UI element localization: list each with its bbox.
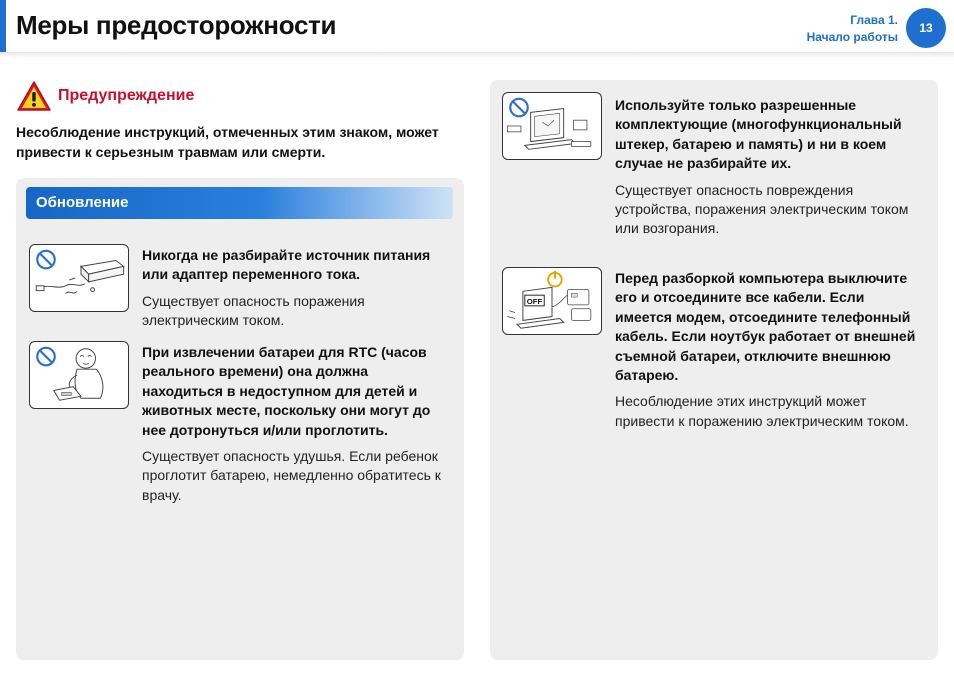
warning-label: Предупреждение — [58, 87, 195, 104]
page-title: Меры предосторожности — [16, 10, 337, 40]
left-item-1-consequence: Существует опасность поражения электрическим током. — [142, 292, 365, 329]
power-icon — [548, 271, 562, 287]
left-item-2-warning: При извлечении батареи для RTC (часов реального времени) она должна находиться в недоступном для детей и животных месте, поскольку они могут до нее дотронуться и/или проглотить. — [142, 344, 431, 438]
left-item-2-consequence: Существует опасность удушья. Если ребенок проглотит батарею, немедленно обратитесь к врачу. — [142, 448, 441, 503]
disassembled-adapter-illustration — [29, 244, 129, 312]
prohibition-icon — [37, 348, 54, 365]
prohibition-icon — [510, 99, 527, 116]
chapter-label — [807, 12, 898, 46]
right-item-2-warning: Перед разборкой компьютера выключите его и отсоедините все кабели. Если имеется модем, отсоедините телефонный кабель. Если ноутбук работает от внешней съемной батареи, отключите внешнюю батарею. — [615, 270, 916, 384]
prohibition-icon — [37, 251, 54, 268]
child-with-battery-illustration — [29, 341, 129, 409]
right-item-2 — [615, 269, 925, 431]
chapter-number: Глава 1. — [850, 13, 898, 27]
power-off-illustration — [502, 267, 602, 335]
left-item-1-warning: Никогда не разбирайте источник питания или адаптер переменного тока. — [142, 247, 431, 283]
right-item-1-warning: Используйте только разрешенные комплектующие (многофункциональный штекер, батарею и память) и ни в коем случае не разбирайте их. — [615, 97, 902, 172]
chapter-title: Начало работы — [806, 30, 898, 44]
section-title-bar: Обновление — [26, 187, 453, 219]
warning-text: Несоблюдение инструкций, отмеченных этим знаком, может привести к серьезным травмам или смерти. — [16, 124, 439, 160]
header-accent-bar — [0, 0, 6, 52]
left-item-1 — [142, 246, 452, 331]
header-divider — [0, 52, 954, 58]
right-item-1 — [615, 96, 925, 239]
right-item-2-consequence: Несоблюдение этих инструкций может привести к поражению электрическим током. — [615, 393, 909, 429]
page-number-badge: 13 — [906, 8, 946, 48]
components-illustration — [502, 92, 602, 160]
warning-heading — [16, 80, 194, 112]
warning-triangle-icon — [16, 80, 52, 112]
off-label: OFF — [526, 296, 543, 306]
right-item-1-consequence: Существует опасность повреждения устройства, поражения электрическим током или возгорания. — [615, 181, 909, 237]
left-item-2 — [142, 343, 452, 505]
